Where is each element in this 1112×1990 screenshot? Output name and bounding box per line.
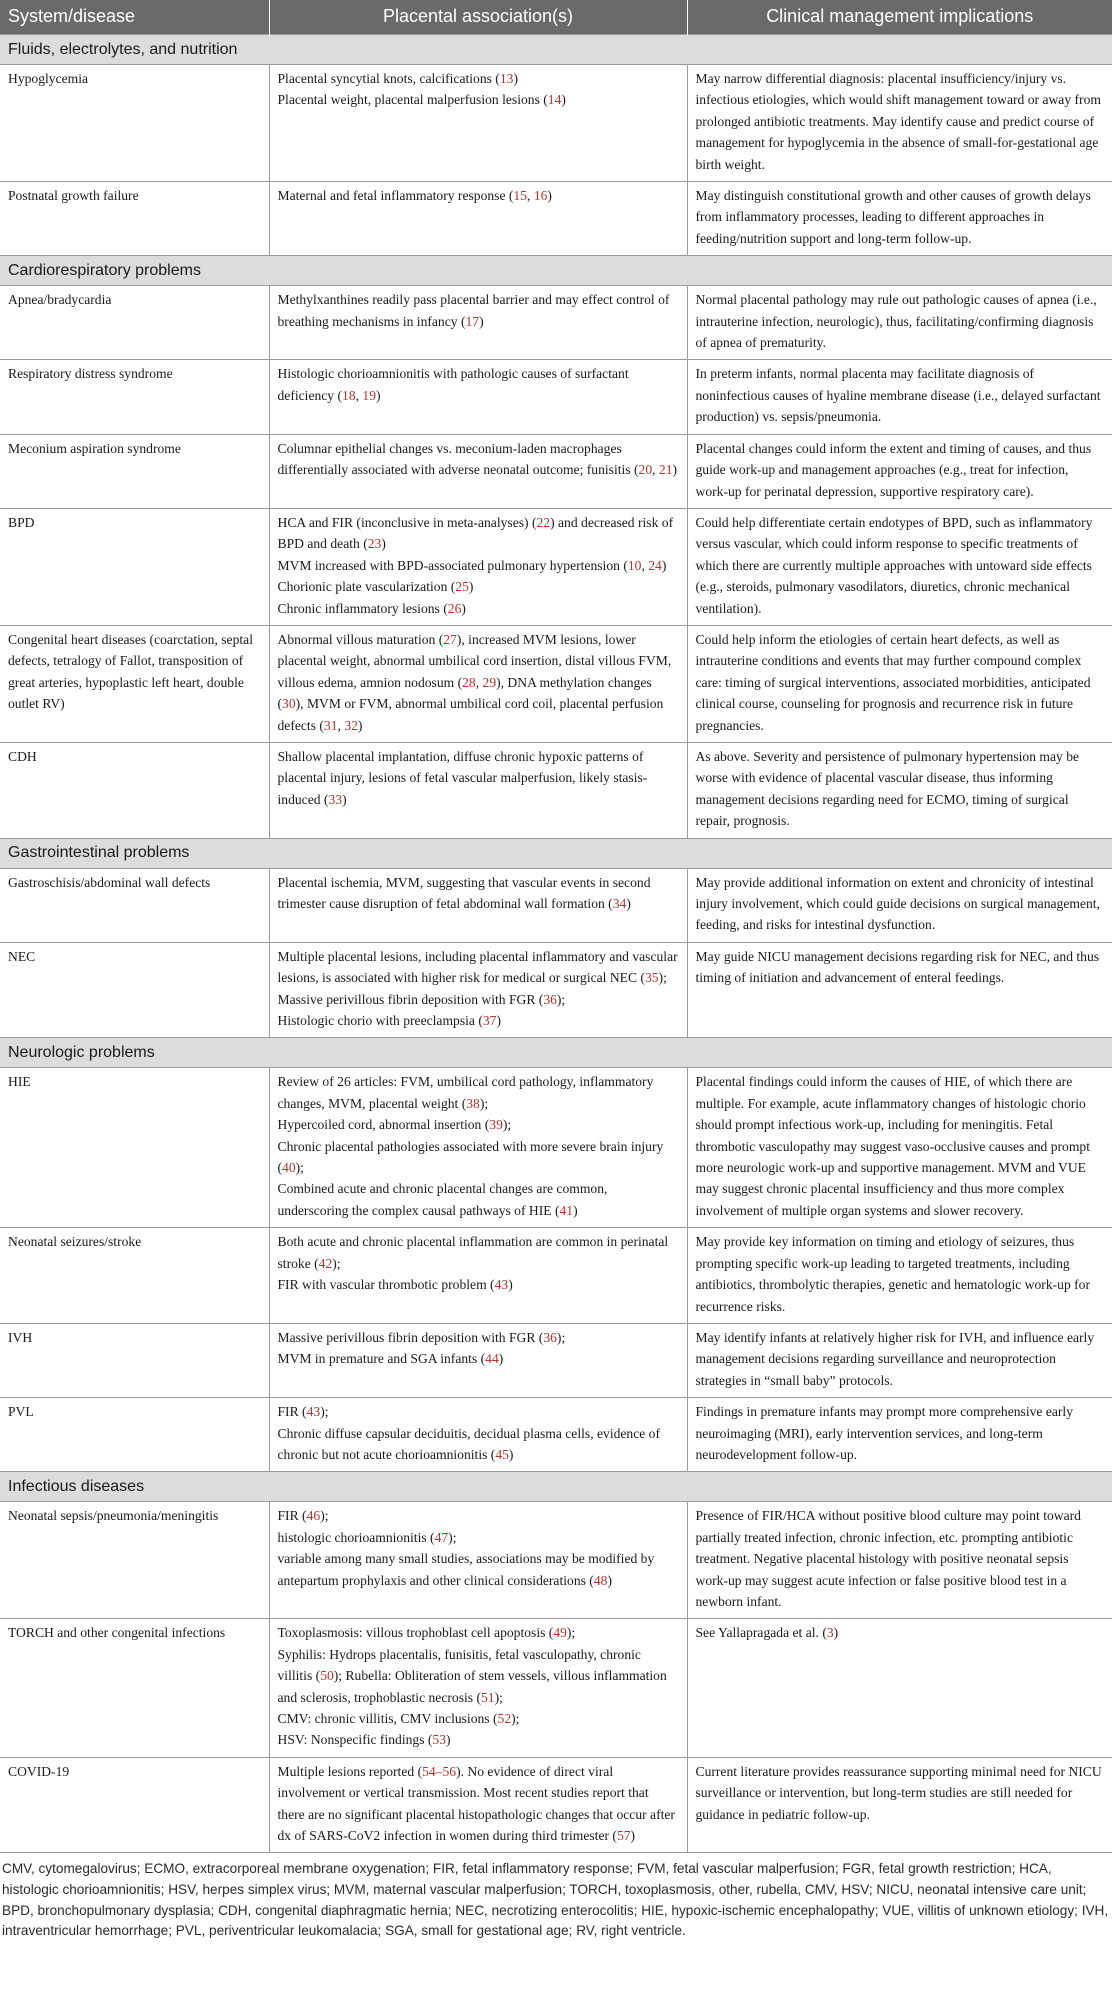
column-header-implications: Clinical management implications xyxy=(687,0,1112,35)
reference-link[interactable]: 29 xyxy=(482,674,497,690)
table-row xyxy=(0,286,1112,360)
reference-link[interactable]: 52 xyxy=(497,1711,512,1726)
column-header-disease: System/disease xyxy=(0,0,269,35)
implication-cell: May distinguish constitutional growth and other causes of growth delays from inflammatory processes, leading to different approaches in feeding/nutrition support and long-term follow-up. xyxy=(687,182,1112,256)
table-row xyxy=(0,360,1112,434)
section-title: Fluids, electrolytes, and nutrition xyxy=(0,35,1112,65)
association-line: Toxoplasmosis: villous trophoblast cell apoptosis (49); xyxy=(277,1625,576,1641)
association-line: Shallow placental implantation, diffuse chronic hypoxic patterns of placental injury, lesions of fetal vascular malperfusion, likely stasis-induced (33) xyxy=(277,748,648,807)
reference-link[interactable]: 15 xyxy=(513,188,528,204)
section-title: Cardiorespiratory problems xyxy=(0,256,1112,286)
reference-link[interactable]: 57 xyxy=(616,1828,631,1844)
association-line: CMV: chronic villitis, CMV inclusions (52); xyxy=(277,1711,520,1726)
association-cell xyxy=(269,1323,687,1397)
association-cell xyxy=(269,434,687,508)
reference-link[interactable]: 36 xyxy=(543,1329,557,1345)
reference-link[interactable]: 35 xyxy=(644,970,659,986)
disease-cell: CDH xyxy=(0,742,269,838)
association-line: Chronic placental pathologies associated with more severe brain injury (40); xyxy=(277,1138,664,1176)
implication-cell xyxy=(687,1619,1112,1757)
table-body xyxy=(0,35,1112,1853)
association-cell xyxy=(269,182,687,256)
association-line: Combined acute and chronic placental changes are common, underscoring the complex causal pathways of HIE (41) xyxy=(277,1181,608,1218)
table-footnote: CMV, cytomegalovirus; ECMO, extracorporeal membrane oxygenation; FIR, fetal inflammatory response; FVM, fetal vascular malperfusion; FGR, fetal growth restriction; HCA, histologic chorioamnionitis; HSV, herpes simplex virus; MVM, maternal vascular malperfusion; TORCH, toxoplasmosis, other, rubella, CMV, HSV; NICU, neonatal intensive care unit; BPD, bronchopulmonary dysplasia; CDH, congenital diaphragmatic hernia; NEC, necrotizing enterocolitis; HIE, hypoxic-ischemic encephalopathy; VUE, villitis of unknown etiology; IVH, intraventricular hemorrhage; PVL, periventricular leukomalacia; SGA, small for gestational age; RV, right ventricle. xyxy=(2,1861,1109,1939)
association-line: Multiple placental lesions, including placental inflammatory and vascular lesions, is associated with higher risk for medical or surgical NEC (35); xyxy=(277,948,678,986)
association-line: FIR (46); xyxy=(277,1508,329,1524)
implication-cell: May provide key information on timing and etiology of seizures, thus prompting specific work-up leading to targeted treatments, including antibiotics, thrombolytic therapies, genetic and hematologic work-up for recurrence risks. xyxy=(687,1228,1112,1324)
reference-link[interactable]: 17 xyxy=(465,313,480,329)
disease-cell: Neonatal seizures/stroke xyxy=(0,1228,269,1324)
reference-link[interactable]: 24 xyxy=(648,557,662,573)
reference-link[interactable]: 13 xyxy=(499,71,514,86)
reference-link[interactable]: 20 xyxy=(638,462,653,478)
table-row xyxy=(0,625,1112,742)
table-row xyxy=(0,1323,1112,1397)
table-row xyxy=(0,742,1112,838)
association-line: HSV: Nonspecific findings (53) xyxy=(277,1732,451,1748)
association-cell xyxy=(269,1068,687,1228)
association-line: Placental ischemia, MVM, suggesting that vascular events in second trimester cause disruption of fetal abdominal wall formation (34) xyxy=(277,874,651,911)
disease-cell: Congenital heart diseases (coarctation, septal defects, tetralogy of Fallot, transposition of great arteries, hypoplastic left heart, double outlet RV) xyxy=(0,625,269,742)
reference-link[interactable]: 26 xyxy=(447,600,462,616)
implication-cell: May narrow differential diagnosis: placental insufficiency/injury vs. infectious etiologies, which would shift management toward or away from prolonged antibiotic treatments. May identify cause and predict course of management for hypoglycemia in the absence of small-for-gestational age birth weight. xyxy=(687,65,1112,182)
reference-link[interactable]: 32 xyxy=(344,717,358,733)
reference-link[interactable]: 49 xyxy=(553,1625,567,1641)
association-line: Chronic inflammatory lesions (26) xyxy=(277,600,466,616)
implication-cell: May identify infants at relatively higher risk for IVH, and influence early management decisions regarding surveillance and neuroprotection strategies in “small baby” protocols. xyxy=(687,1323,1112,1397)
association-line: variable among many small studies, associations may be modified by antepartum prophylaxis and other clinical considerations (48) xyxy=(277,1551,655,1588)
reference-link[interactable]: 41 xyxy=(559,1202,574,1218)
table-row xyxy=(0,1757,1112,1853)
disease-cell: HIE xyxy=(0,1068,269,1228)
association-line: FIR (43); xyxy=(277,1404,329,1420)
reference-link[interactable]: 37 xyxy=(482,1013,497,1029)
section-title: Neurologic problems xyxy=(0,1038,1112,1068)
disease-cell: IVH xyxy=(0,1323,269,1397)
reference-link[interactable]: 36 xyxy=(543,991,557,1007)
association-line: Hypercoiled cord, abnormal insertion (39); xyxy=(277,1117,512,1133)
association-cell xyxy=(269,1619,687,1757)
reference-link[interactable]: 42 xyxy=(318,1255,333,1271)
section-row xyxy=(0,35,1112,65)
association-line: Multiple lesions reported (54–56). No evidence of direct viral involvement or vertical transmission. Most recent studies report that there are no significant placental histopathologic changes that occur after dx of SARS-CoV2 infection in women during third trimester (57) xyxy=(277,1763,675,1844)
reference-link[interactable]: 22 xyxy=(536,514,551,530)
reference-link[interactable]: 33 xyxy=(328,791,343,807)
section-row xyxy=(0,838,1112,868)
disease-cell: Respiratory distress syndrome xyxy=(0,360,269,434)
implication-cell: Could help differentiate certain endotypes of BPD, such as inflammatory versus vascular, which could inform response to specific treatments of which there are currently multiple approaches with untoward side effects (e.g., steroids, pulmonary vasodilators, diuretics, chronic mechanical ventilation). xyxy=(687,508,1112,625)
implication-cell: Placental changes could inform the extent and timing of causes, and thus guide work-up and management approaches (e.g., treat for infection, work-up for perinatal depression, supportive respiratory care). xyxy=(687,434,1112,508)
reference-link[interactable]: 40 xyxy=(282,1160,296,1176)
disease-cell: Meconium aspiration syndrome xyxy=(0,434,269,508)
association-line: Columnar epithelial changes vs. meconium-laden macrophages differentially associated with adverse neonatal outcome; funisitis (20, 21) xyxy=(277,440,678,478)
disease-cell: PVL xyxy=(0,1398,269,1472)
implication-cell: May guide NICU management decisions regarding risk for NEC, and thus timing of initiation and advancement of enteral feedings. xyxy=(687,942,1112,1038)
reference-link[interactable]: 39 xyxy=(489,1117,503,1133)
table-row xyxy=(0,1228,1112,1324)
association-cell xyxy=(269,508,687,625)
reference-link[interactable]: 43 xyxy=(494,1277,509,1293)
implication-cell: Normal placental pathology may rule out pathologic causes of apnea (i.e., intrauterine infection, neurologic), thus, facilitating/confirming diagnosis of apnea of prematurity. xyxy=(687,286,1112,360)
disease-cell: Apnea/bradycardia xyxy=(0,286,269,360)
association-line: MVM increased with BPD-associated pulmonary hypertension (10, 24) xyxy=(277,557,667,573)
header-row xyxy=(0,0,1112,35)
table-row xyxy=(0,65,1112,182)
association-cell xyxy=(269,942,687,1038)
section-row xyxy=(0,1472,1112,1502)
table-row xyxy=(0,1619,1112,1757)
association-cell xyxy=(269,1228,687,1324)
association-line: Placental syncytial knots, calcifications (13) xyxy=(277,71,518,86)
reference-link[interactable]: 10 xyxy=(627,557,642,573)
implication-line: See Yallapragada et al. (3) xyxy=(695,1625,839,1641)
section-row xyxy=(0,1038,1112,1068)
implication-cell: Placental findings could inform the causes of HIE, of which there are multiple. For example, acute inflammatory changes of histologic chorio should prompt infectious work-up, including for meningitis. Fetal thrombotic vasculopathy may suggest vaso-occlusive causes and prompt more neurologic work-up and supportive management. MVM and VUE may suggest chronic placental insufficiency and thus more complex involvement of multiple organ systems and slower recovery. xyxy=(687,1068,1112,1228)
implication-cell: Findings in premature infants may prompt more comprehensive early neuroimaging (MRI), early intervention services, and long-term neurodevelopment follow-up. xyxy=(687,1398,1112,1472)
implication-cell: Presence of FIR/HCA without positive blood culture may point toward partially treated infection, chronic infection, etc. prompting antibiotic treatment. Negative placental histology with positive neonatal sepsis work-up may suggest acute infection or false positive blood test in a newborn infant. xyxy=(687,1502,1112,1619)
reference-link[interactable]: 25 xyxy=(455,579,469,595)
table-row xyxy=(0,868,1112,942)
table-row xyxy=(0,1502,1112,1619)
disease-cell: NEC xyxy=(0,942,269,1038)
association-cell xyxy=(269,1502,687,1619)
reference-link[interactable]: 16 xyxy=(533,188,548,204)
association-cell xyxy=(269,742,687,838)
association-cell xyxy=(269,1398,687,1472)
implication-cell: Current literature provides reassurance supporting minimal need for NICU surveillance or intervention, but long-term studies are still needed for guidance in pediatric follow-up. xyxy=(687,1757,1112,1853)
reference-link[interactable]: 21 xyxy=(658,462,673,478)
reference-link[interactable]: 46 xyxy=(306,1508,321,1524)
implication-cell: In preterm infants, normal placenta may facilitate diagnosis of noninfectious causes of hyaline membrane disease (i.e., delayed surfactant production) vs. sepsis/pneumonia. xyxy=(687,360,1112,434)
section-title: Gastrointestinal problems xyxy=(0,838,1112,868)
reference-link[interactable]: 43 xyxy=(306,1404,321,1420)
association-line: Massive perivillous fibrin deposition with FGR (36); xyxy=(277,991,566,1007)
column-header-association: Placental association(s) xyxy=(269,0,687,35)
association-line: Maternal and fetal inflammatory response (15, 16) xyxy=(277,188,552,204)
reference-link[interactable]: 28 xyxy=(462,674,476,690)
association-cell xyxy=(269,65,687,182)
association-cell xyxy=(269,868,687,942)
reference-link[interactable]: 14 xyxy=(547,92,562,108)
association-line: HCA and FIR (inconclusive in meta-analyses) (22) and decreased risk of BPD and death (23) xyxy=(277,514,674,552)
reference-link[interactable]: 50 xyxy=(320,1668,334,1684)
reference-link[interactable]: 19 xyxy=(362,387,377,403)
implication-cell: May provide additional information on extent and chronicity of intestinal injury involvement, which could guide decisions on surgical management, feeding, and risks for intestinal dysfunction. xyxy=(687,868,1112,942)
association-cell xyxy=(269,286,687,360)
association-line: MVM in premature and SGA infants (44) xyxy=(277,1351,504,1367)
association-line: FIR with vascular thrombotic problem (43) xyxy=(277,1277,513,1293)
reference-link[interactable]: 53 xyxy=(432,1732,447,1748)
association-line: Histologic chorioamnionitis with pathologic causes of surfactant deficiency (18, 19) xyxy=(277,366,629,403)
reference-link[interactable]: 45 xyxy=(495,1446,509,1462)
reference-link[interactable]: 31 xyxy=(323,717,338,733)
association-line: histologic chorioamnionitis (47); xyxy=(277,1529,457,1545)
association-line: Both acute and chronic placental inflammation are common in perinatal stroke (42); xyxy=(277,1234,669,1271)
reference-link[interactable]: 23 xyxy=(367,536,382,552)
association-line: Methylxanthines readily pass placental barrier and may effect control of breathing mechanisms in infancy (17) xyxy=(277,292,670,329)
disease-cell: Postnatal growth failure xyxy=(0,182,269,256)
reference-link[interactable]: 47 xyxy=(434,1529,449,1545)
association-cell xyxy=(269,1757,687,1853)
association-line: Syphilis: Hydrops placentalis, funisitis, fetal vasculopathy, chronic villitis (50); Rubella: Obliteration of stem vessels, villous inflammation and sclerosis, trophoblastic necrosis (51); xyxy=(277,1646,667,1705)
implication-cell: Could help inform the etiologies of certain heart defects, as well as intrauterine conditions and events that may further compound complex care: timing of surgical interventions, associated morbidities, anticipated clinical course, counseling for prognosis and recurrence risk in future pregnancies. xyxy=(687,625,1112,742)
table-row xyxy=(0,1068,1112,1228)
table-row xyxy=(0,508,1112,625)
reference-link[interactable]: 34 xyxy=(612,896,627,911)
reference-link[interactable]: 27 xyxy=(443,631,457,647)
reference-link[interactable]: 30 xyxy=(282,696,296,712)
implication-cell: As above. Severity and persistence of pulmonary hypertension may be worse with evidence of placental vascular disease, thus informing management decisions regarding need for ECMO, timing of surgical repair, prognosis. xyxy=(687,742,1112,838)
table-header xyxy=(0,0,1112,35)
reference-link[interactable]: 3 xyxy=(826,1625,834,1641)
table-row xyxy=(0,182,1112,256)
disease-cell: Neonatal sepsis/pneumonia/meningitis xyxy=(0,1502,269,1619)
table-row xyxy=(0,942,1112,1038)
association-cell xyxy=(269,360,687,434)
disease-cell: BPD xyxy=(0,508,269,625)
association-line: Histologic chorio with preeclampsia (37) xyxy=(277,1013,501,1029)
association-line: Chronic diffuse capsular deciduitis, decidual plasma cells, evidence of chronic but not acute chorioamnionitis (45) xyxy=(277,1425,661,1462)
section-title: Infectious diseases xyxy=(0,1472,1112,1502)
reference-link[interactable]: 54–56 xyxy=(422,1763,457,1779)
table-row xyxy=(0,434,1112,508)
association-line: Chorionic plate vascularization (25) xyxy=(277,579,474,595)
association-line: Placental weight, placental malperfusion lesions (14) xyxy=(277,92,566,108)
table-row xyxy=(0,1398,1112,1472)
disease-cell: COVID-19 xyxy=(0,1757,269,1853)
association-line: Abnormal villous maturation (27), increased MVM lesions, lower placental weight, abnormal umbilical cord insertion, distal villous FVM, villous edema, amnion nodosum (28, 29), DNA methylation changes (30), MVM or FVM, abnormal umbilical cord coil, placental perfusion defects (31, 32) xyxy=(277,631,672,733)
section-row xyxy=(0,256,1112,286)
reference-link[interactable]: 18 xyxy=(342,387,356,403)
disease-cell: Gastroschisis/abdominal wall defects xyxy=(0,868,269,942)
reference-link[interactable]: 44 xyxy=(485,1351,499,1367)
reference-link[interactable]: 48 xyxy=(593,1572,608,1588)
reference-link[interactable]: 51 xyxy=(480,1689,495,1705)
association-line: Review of 26 articles: FVM, umbilical cord pathology, inflammatory changes, MVM, placental weight (38); xyxy=(277,1074,654,1111)
reference-link[interactable]: 38 xyxy=(466,1095,480,1111)
association-line: Massive perivillous fibrin deposition with FGR (36); xyxy=(277,1329,566,1345)
disease-cell: Hypoglycemia xyxy=(0,65,269,182)
disease-cell: TORCH and other congenital infections xyxy=(0,1619,269,1757)
association-cell xyxy=(269,625,687,742)
